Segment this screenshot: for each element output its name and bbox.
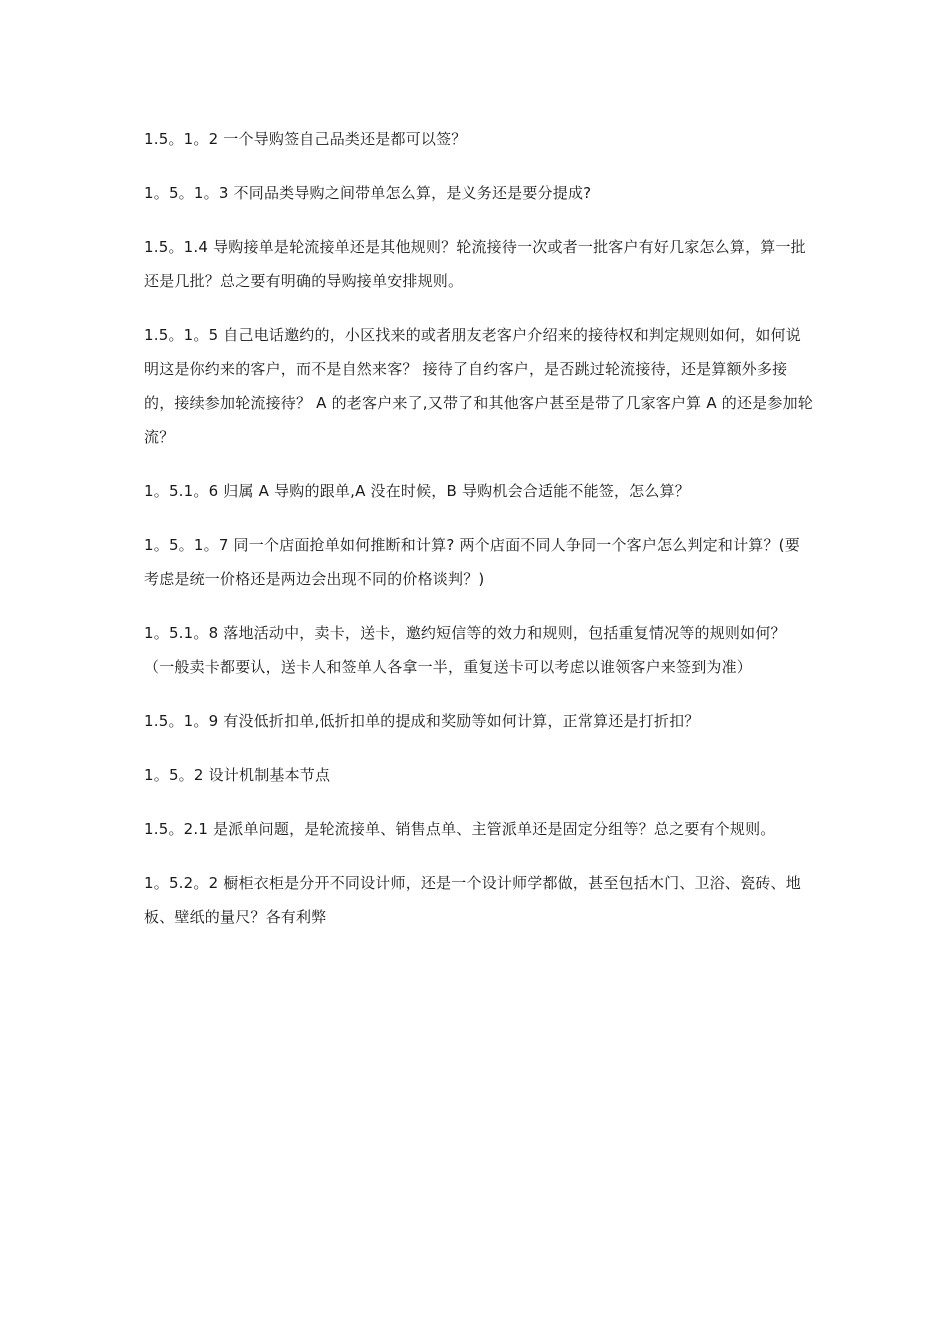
paragraph-1-5-2-2: 1。5.2。2 橱柜衣柜是分开不同设计师，还是一个设计师学都做，甚至包括木门、卫浴、瓷砖、地板、壁纸的量尺？各有利弊	[144, 874, 801, 926]
paragraph-1-5-1-3: 1。5。1。3 不同品类导购之间带单怎么算，是义务还是要分提成?	[144, 184, 592, 202]
paragraph-1-5-1-4: 1.5。1.4 导购接单是轮流接单还是其他规则？轮流接待一次或者一批客户有好几家怎么算，算一批还是几批？总之要有明确的导购接单安排规则。	[144, 238, 806, 290]
paragraph-1-5-1-6: 1。5.1。6 归属 A 导购的跟单,A 没在时候，B 导购机会合适能不能签，怎么算？	[144, 482, 690, 500]
paragraph-1-5-1-5: 1.5。1。5 自己电话邀约的，小区找来的或者朋友老客户介绍来的接待权和判定规则如何，如何说明这是你约来的客户，而不是自然来客？ 接待了自约客户，是否跳过轮流接待，还是算额外多接的，接续参加轮流接待？ A 的老客户来了,又带了和其他客户甚至是带了几家客户算 A 的还是参加轮流？	[144, 326, 813, 446]
paragraph-1-5-2-1: 1.5。2.1 是派单问题，是轮流接单、销售点单、主管派单还是固定分组等？总之要有个规则。	[144, 820, 776, 838]
document-body	[144, 122, 814, 954]
paragraph-1-5-1-9: 1.5。1。9 有没低折扣单,低折扣单的提成和奖励等如何计算，正常算还是打折扣？	[144, 712, 700, 730]
paragraph-1-5-1-8: 1。5.1。8 落地活动中，卖卡，送卡，邀约短信等的效力和规则，包括重复情况等的规则如何？（一般卖卡都要认，送卡人和签单人各拿一半，重复送卡可以考虑以谁领客户来签到为准）	[144, 624, 786, 676]
paragraph-1-5-1-7: 1。5。1。7 同一个店面抢单如何推断和计算? 两个店面不同人争同一个客户怎么判定和计算？(要考虑是统一价格还是两边会出现不同的价格谈判？)	[144, 536, 800, 588]
paragraph-1-5-1-2: 1.5。1。2 一个导购签自己品类还是都可以签？	[144, 130, 467, 148]
section-heading-1-5-2: 1。5。2 设计机制基本节点	[144, 766, 331, 784]
